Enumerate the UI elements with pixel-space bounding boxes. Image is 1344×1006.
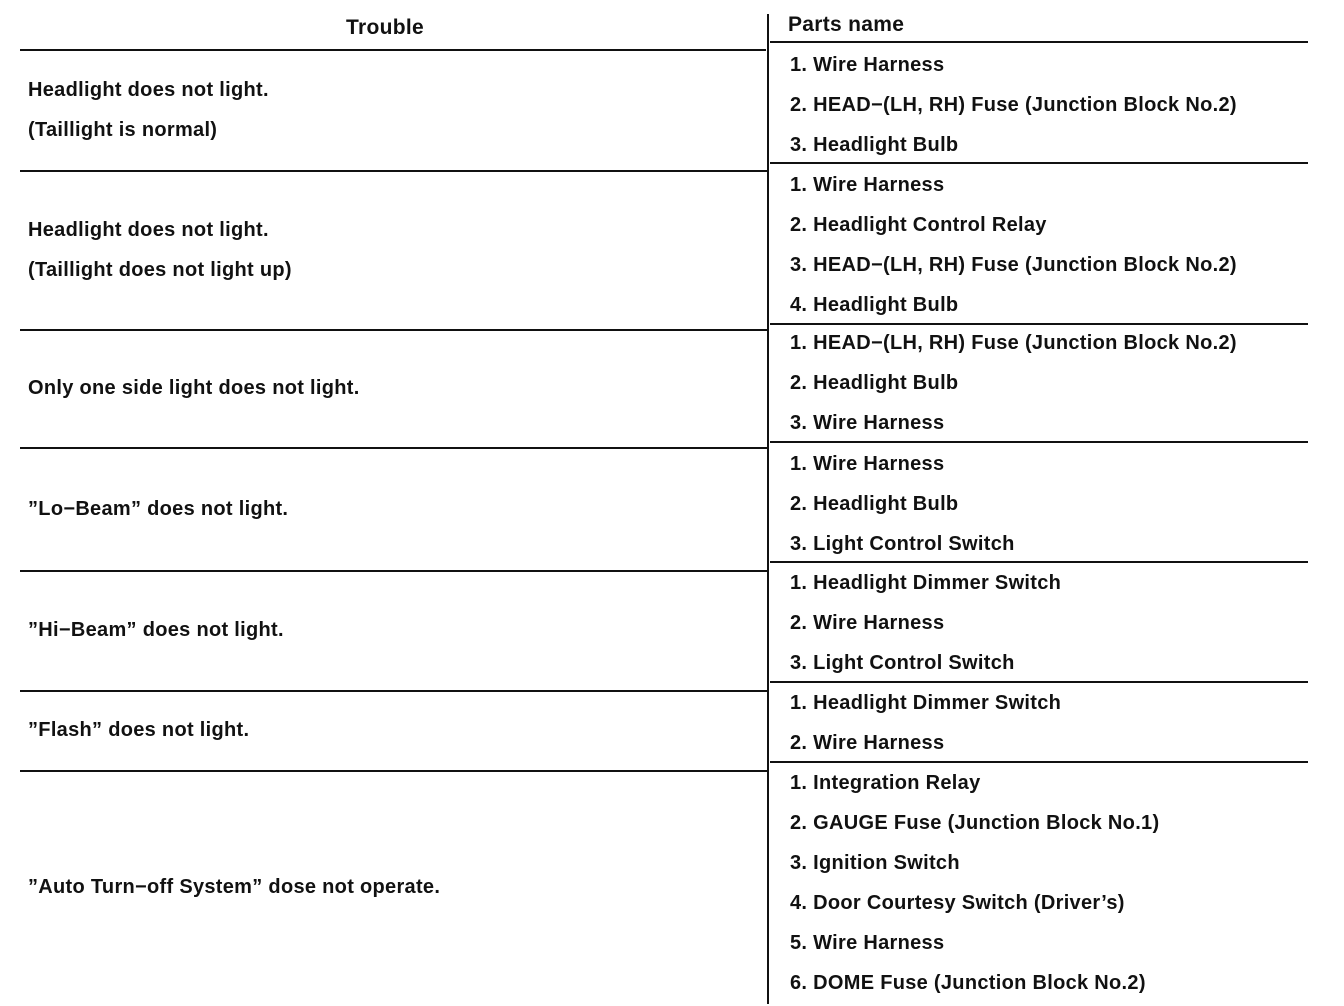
part-item: 1. Wire Harness: [790, 453, 945, 475]
part-item: 1. Wire Harness: [790, 174, 945, 196]
trouble-line: ”Flash” does not light.: [28, 719, 250, 741]
part-item: 2. Headlight Bulb: [790, 372, 959, 394]
trouble-line: ”Lo−Beam” does not light.: [28, 498, 289, 520]
part-item: 4. Door Courtesy Switch (Driver’s): [790, 892, 1125, 914]
part-item: 2. Headlight Bulb: [790, 493, 959, 515]
row-separator-left: [20, 690, 768, 692]
part-item: 3. Light Control Switch: [790, 533, 1015, 555]
trouble-cell: [28, 610, 284, 650]
part-item: 3. Wire Harness: [790, 412, 945, 434]
part-item: 3. Ignition Switch: [790, 852, 960, 874]
trouble-line: Headlight does not light.: [28, 79, 269, 101]
trouble-line: ”Hi−Beam” does not light.: [28, 619, 284, 641]
part-item: 4. Headlight Bulb: [790, 294, 959, 316]
parts-cell: [790, 45, 1237, 165]
parts-cell: [790, 563, 1061, 683]
trouble-line: Only one side light does not light.: [28, 377, 360, 399]
row-separator-left: [20, 570, 768, 572]
part-item: 3. Headlight Bulb: [790, 134, 959, 156]
part-item: 3. HEAD−(LH, RH) Fuse (Junction Block No.2): [790, 254, 1237, 276]
part-item: 2. GAUGE Fuse (Junction Block No.1): [790, 812, 1160, 834]
parts-cell: [790, 444, 1015, 564]
row-separator-left: [20, 170, 768, 172]
row-separator-right: [770, 162, 1308, 164]
part-item: 1. Wire Harness: [790, 54, 945, 76]
part-item: 1. Headlight Dimmer Switch: [790, 572, 1062, 594]
part-item: 2. Wire Harness: [790, 612, 945, 634]
part-item: 2. HEAD−(LH, RH) Fuse (Junction Block No.2): [790, 94, 1237, 116]
row-separator-left: [20, 770, 768, 772]
trouble-cell: [28, 368, 360, 408]
part-item: 1. Headlight Dimmer Switch: [790, 692, 1062, 714]
trouble-cell: [28, 70, 269, 150]
trouble-cell: [28, 489, 288, 529]
trouble-line: Headlight does not light.: [28, 219, 269, 241]
trouble-line: ”Auto Turn−off System” dose not operate.: [28, 876, 441, 898]
parts-cell: [790, 165, 1237, 325]
part-item: 1. Integration Relay: [790, 772, 981, 794]
part-item: 3. Light Control Switch: [790, 652, 1015, 674]
parts-cell: [790, 683, 1061, 763]
trouble-cell: [28, 210, 292, 290]
part-item: 2. Wire Harness: [790, 732, 945, 754]
trouble-line: (Taillight does not light up): [28, 259, 292, 281]
row-separator-left: [20, 329, 768, 331]
part-item: 2. Headlight Control Relay: [790, 214, 1047, 236]
parts-cell: [790, 763, 1159, 1003]
trouble-line: (Taillight is normal): [28, 119, 218, 141]
trouble-column-header: Trouble: [346, 16, 424, 39]
parts-cell: [790, 323, 1237, 443]
part-item: 1. HEAD−(LH, RH) Fuse (Junction Block No.2): [790, 332, 1237, 354]
trouble-cell: [28, 867, 440, 907]
row-separator-left: [20, 447, 768, 449]
trouble-cell: [28, 710, 249, 750]
part-item: 6. DOME Fuse (Junction Block No.2): [790, 972, 1146, 994]
parts-name-column-header: Parts name: [788, 13, 905, 36]
row-separator-right: [770, 441, 1308, 443]
part-item: 5. Wire Harness: [790, 932, 945, 954]
